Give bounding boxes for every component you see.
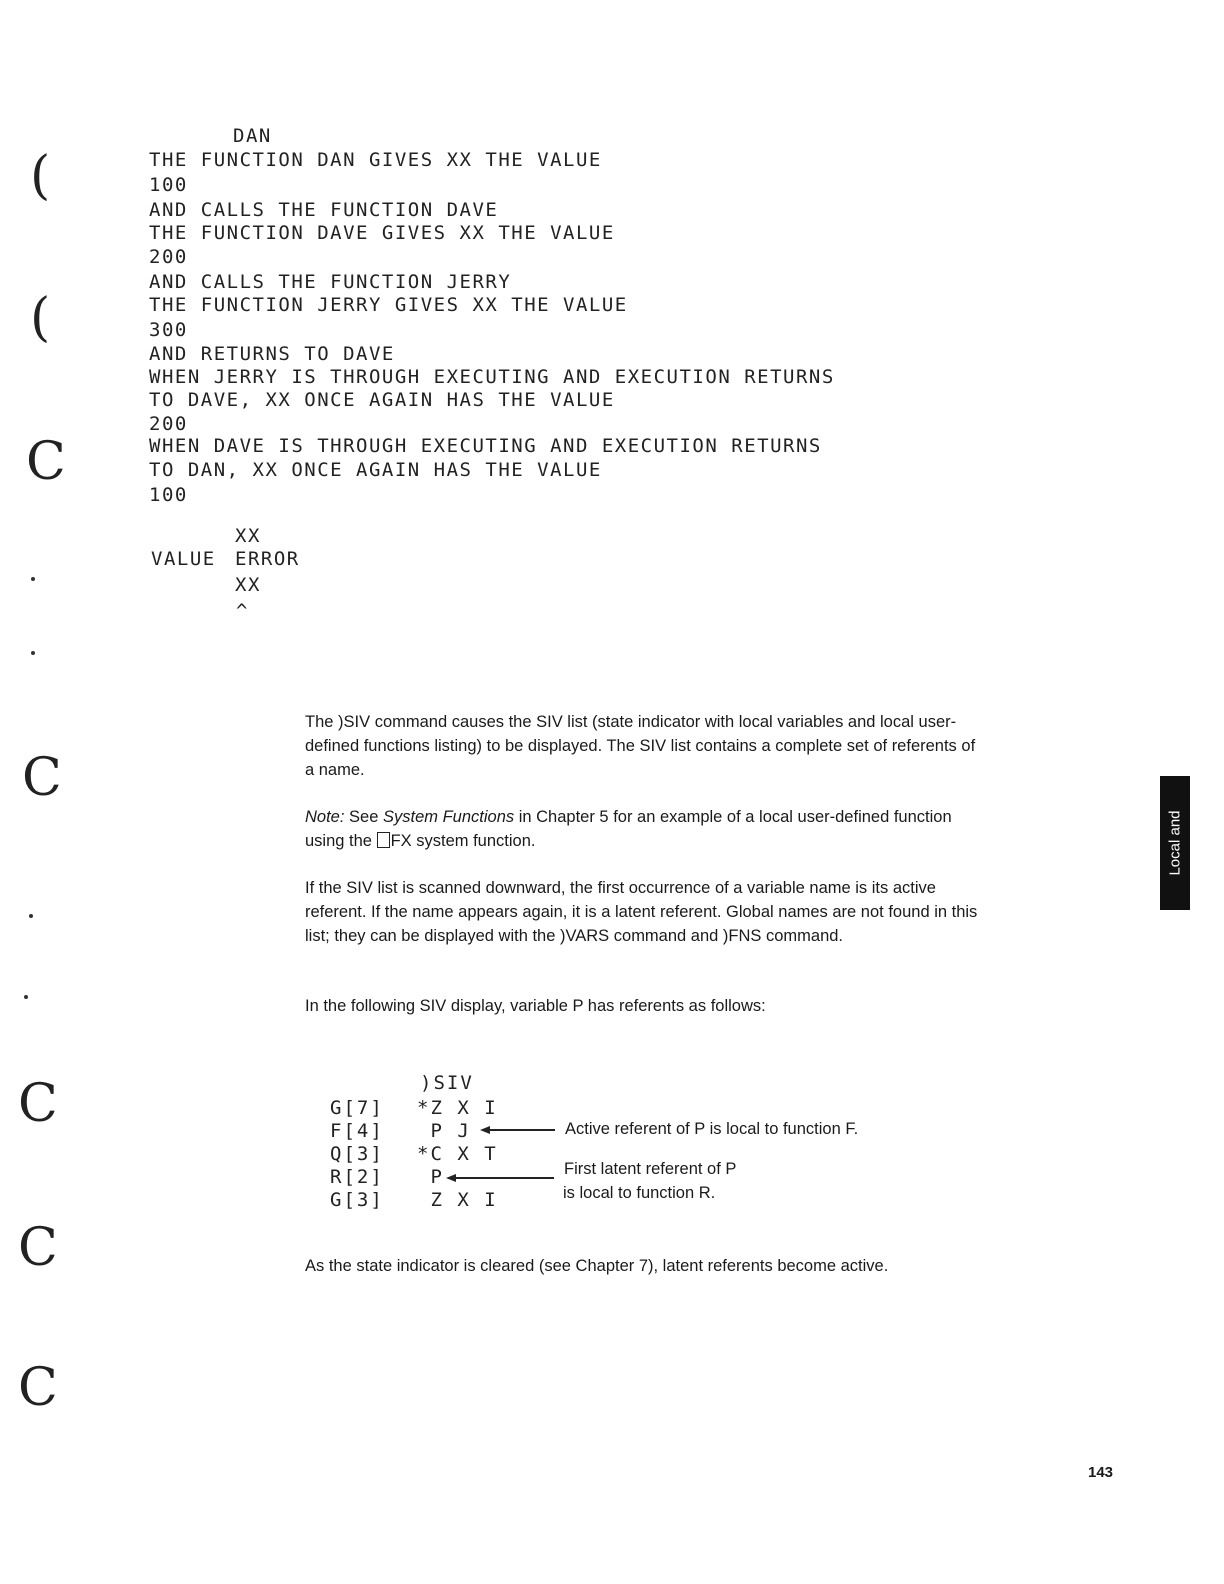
margin-dot (24, 995, 28, 999)
section-tab-label: Local and (1166, 810, 1184, 876)
siv-row-function: G[7] (330, 1097, 384, 1119)
annotation-latent-referent: is local to function R. (563, 1184, 716, 1202)
paragraph-note (305, 805, 985, 853)
code-line: 200 (149, 246, 188, 268)
binder-hole-mark: ( (30, 288, 51, 348)
binder-hole-mark: C (18, 1218, 58, 1278)
annotation-latent-referent: First latent referent of P (564, 1160, 737, 1178)
note-middle: in Chapter 5 for an example of a local user-defined function using the (305, 808, 952, 850)
error-label: VALUE (151, 548, 216, 570)
paragraph-siv-display-intro: In the following SIV display, variable P has referents as follows: (305, 997, 766, 1015)
siv-row-function: R[2] (330, 1166, 384, 1188)
code-line: THE FUNCTION JERRY GIVES XX THE VALUE (149, 294, 628, 316)
margin-dot (31, 651, 35, 655)
binder-hole-mark: C (18, 1358, 58, 1418)
siv-command: )SIV (420, 1072, 474, 1094)
section-tab (1160, 776, 1190, 910)
note-label: Note: (305, 808, 345, 826)
siv-row-vars: Z X I (417, 1189, 498, 1211)
code-line: 100 (149, 174, 188, 196)
error-echo: XX (235, 574, 261, 596)
siv-row-function: F[4] (330, 1120, 384, 1142)
code-line: THE FUNCTION DAVE GIVES XX THE VALUE (149, 222, 615, 244)
code-line: 300 (149, 319, 188, 341)
siv-row-function: Q[3] (330, 1143, 384, 1165)
code-line: AND CALLS THE FUNCTION DAVE (149, 199, 499, 221)
binder-hole-mark: C (22, 748, 62, 808)
siv-row-function: G[3] (330, 1189, 384, 1211)
error-message: ERROR (235, 548, 300, 570)
siv-row-vars: *Z X I (417, 1097, 498, 1119)
code-line: TO DAVE, XX ONCE AGAIN HAS THE VALUE (149, 389, 615, 411)
margin-dot (31, 577, 35, 581)
annotation-active-referent: Active referent of P is local to function F. (565, 1120, 859, 1138)
code-line: WHEN DAVE IS THROUGH EXECUTING AND EXECUTION RETURNS (149, 435, 822, 457)
code-line: 200 (149, 413, 188, 435)
paragraph-siv-intro: The )SIV command causes the SIV list (state indicator with local variables and local user-defined functions listing) to be displayed. The SIV list contains a complete set of referents of a name. (305, 713, 976, 779)
siv-row-vars: P (417, 1166, 444, 1188)
code-line: THE FUNCTION DAN GIVES XX THE VALUE (149, 149, 602, 171)
paragraph-referents: If the SIV list is scanned downward, the first occurrence of a variable name is its active referent. If the name appears again, it is a latent referent. Global names are not found in this list; they can be displayed with the )VARS command and )FNS command. (305, 879, 978, 945)
binder-hole-mark: C (26, 432, 66, 492)
code-line: AND RETURNS TO DAVE (149, 343, 395, 365)
siv-row-vars: P J (417, 1120, 471, 1142)
page-number: 143 (1088, 1464, 1114, 1481)
error-caret: ^ (236, 600, 249, 622)
code-line: 100 (149, 484, 188, 506)
arrow-line (488, 1129, 555, 1131)
error-input: XX (235, 525, 261, 547)
note-reference: System Functions (382, 808, 515, 826)
note-fx: FX (390, 832, 412, 850)
quad-icon (377, 832, 390, 848)
arrow-line (454, 1177, 554, 1179)
note-pre: See (349, 808, 379, 826)
siv-row-vars: *C X T (417, 1143, 498, 1165)
code-input: DAN (233, 125, 272, 147)
code-line: TO DAN, XX ONCE AGAIN HAS THE VALUE (149, 459, 602, 481)
binder-hole-mark: C (18, 1074, 58, 1134)
margin-dot (29, 914, 33, 918)
binder-hole-mark: ( (30, 146, 51, 206)
code-line: AND CALLS THE FUNCTION JERRY (149, 271, 512, 293)
paragraph-state-indicator: As the state indicator is cleared (see Chapter 7), latent referents become active. (305, 1257, 889, 1275)
note-post: system function. (416, 832, 536, 850)
code-line: WHEN JERRY IS THROUGH EXECUTING AND EXECUTION RETURNS (149, 366, 835, 388)
